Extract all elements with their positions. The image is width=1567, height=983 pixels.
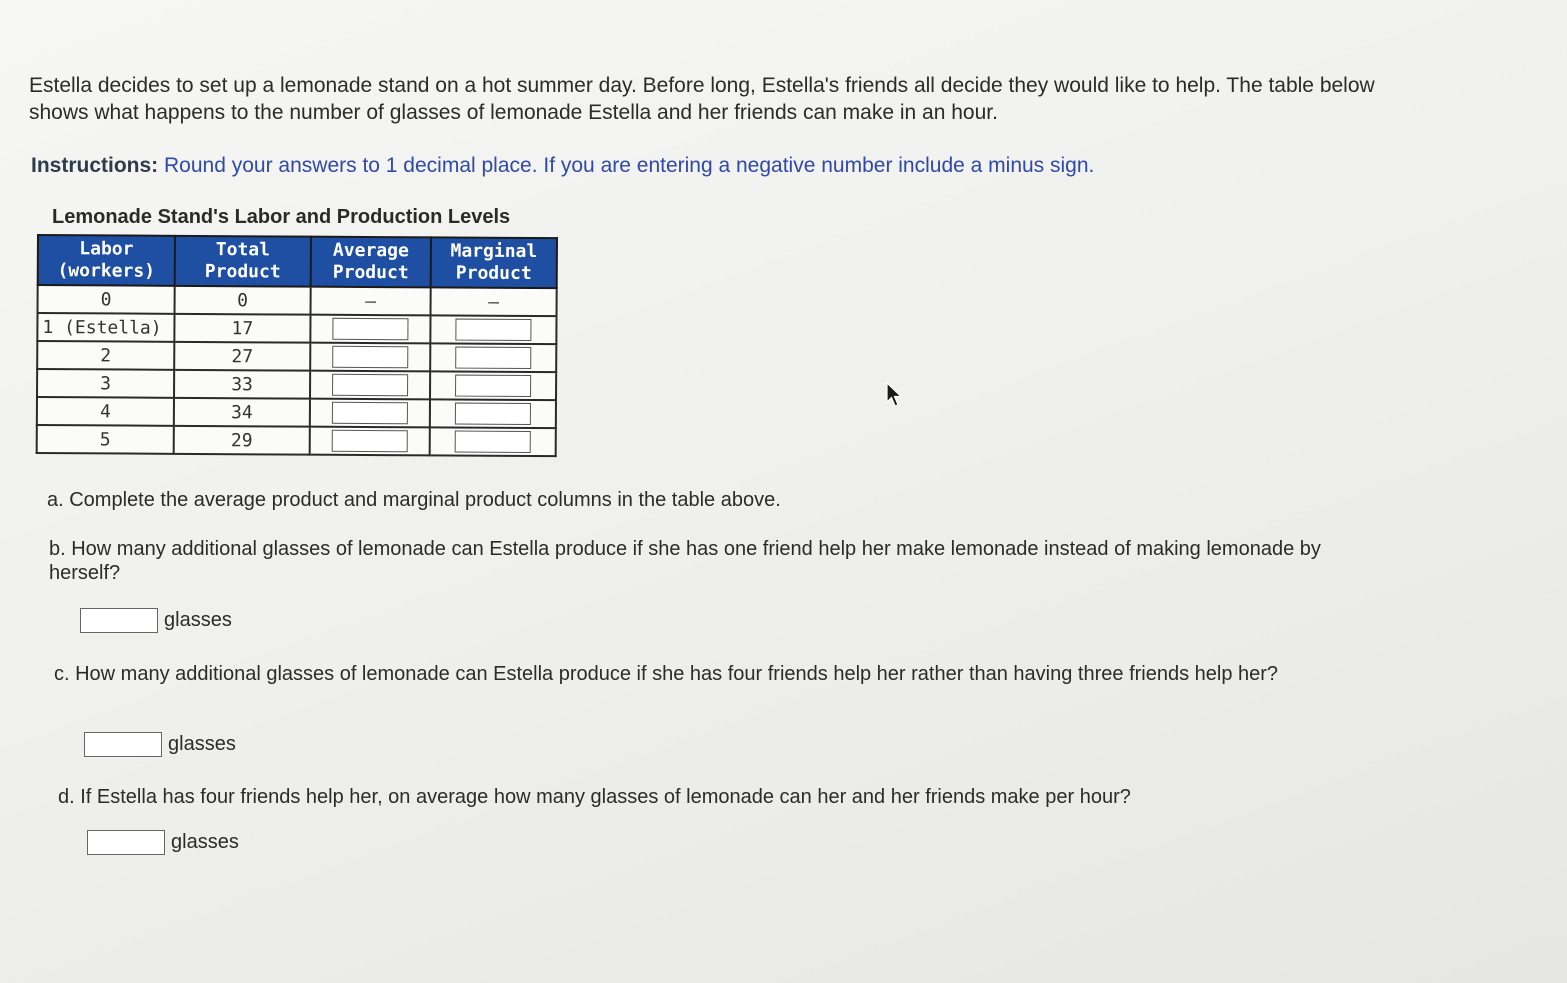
header-average-line2: Product bbox=[332, 261, 409, 284]
labor-cell: 3 bbox=[37, 369, 174, 398]
average-product-input[interactable] bbox=[332, 346, 408, 368]
answer-c-unit: glasses bbox=[168, 733, 236, 755]
intro-paragraph: Estella decides to set up a lemonade stand on a hot summer day. Before long, Estella's friends all decide they would like to help. The table below shows what happens to the number of glasses of lemonade Estella and her friends can make in an hour. bbox=[29, 74, 1375, 124]
table-row bbox=[37, 369, 556, 400]
header-labor-line1: Labor bbox=[79, 238, 134, 260]
header-average-product bbox=[311, 237, 431, 288]
table-row bbox=[37, 313, 556, 344]
labor-cell: 4 bbox=[37, 397, 174, 426]
table-row bbox=[37, 425, 556, 456]
table-title: Lemonade Stand's Labor and Production Levels bbox=[52, 206, 511, 228]
labor-cell: 5 bbox=[37, 425, 174, 454]
answer-c-row bbox=[84, 732, 236, 757]
marginal-product-input[interactable] bbox=[455, 403, 531, 425]
average-product-input[interactable] bbox=[332, 318, 408, 340]
header-labor-line2: (workers) bbox=[57, 260, 156, 282]
labor-cell: 2 bbox=[37, 341, 174, 370]
total-product-cell: 0 bbox=[175, 286, 311, 315]
marginal-product-input[interactable] bbox=[455, 375, 531, 397]
total-product-cell: 27 bbox=[174, 342, 310, 371]
answer-d-unit: glasses bbox=[171, 831, 239, 853]
mouse-pointer-icon bbox=[885, 382, 903, 408]
instructions bbox=[31, 152, 1094, 179]
production-table bbox=[36, 234, 558, 457]
table-header-row bbox=[38, 235, 557, 288]
average-product-cell bbox=[310, 371, 430, 400]
table-row bbox=[37, 341, 556, 372]
total-product-cell: 29 bbox=[174, 426, 310, 455]
marginal-product-input[interactable] bbox=[455, 319, 531, 341]
instructions-text: Round your answers to 1 decimal place. If you are entering a negative number include a minus sign. bbox=[164, 154, 1095, 177]
table-row bbox=[38, 285, 557, 316]
average-product-input[interactable] bbox=[332, 402, 408, 424]
answer-b-unit: glasses bbox=[164, 609, 232, 631]
answer-d-input[interactable] bbox=[87, 830, 165, 855]
total-product-cell: 33 bbox=[174, 370, 310, 399]
answer-b-row bbox=[80, 608, 232, 633]
average-product-cell bbox=[310, 399, 430, 428]
instructions-label: Instructions: bbox=[31, 154, 159, 177]
header-average-line1: Average bbox=[332, 239, 409, 262]
marginal-product-cell: – bbox=[431, 287, 557, 316]
header-marginal-product bbox=[431, 237, 557, 288]
header-total-product bbox=[175, 236, 311, 287]
labor-cell: 1 (Estella) bbox=[37, 313, 174, 342]
header-labor bbox=[38, 235, 175, 286]
header-marginal-line2: Product bbox=[455, 262, 532, 285]
total-product-cell: 17 bbox=[174, 314, 310, 343]
total-product-cell: 34 bbox=[174, 398, 310, 427]
question-d: d. If Estella has four friends help her, on average how many glasses of lemonade can her and her friends make per hour? bbox=[58, 786, 1131, 808]
average-product-cell: – bbox=[311, 287, 431, 316]
average-product-cell bbox=[310, 427, 430, 456]
marginal-product-cell bbox=[430, 399, 556, 428]
marginal-product-cell bbox=[430, 315, 556, 344]
average-product-cell bbox=[310, 343, 430, 372]
labor-cell: 0 bbox=[38, 285, 175, 314]
header-marginal-line1: Marginal bbox=[450, 240, 538, 263]
answer-c-input[interactable] bbox=[84, 732, 162, 757]
average-product-input[interactable] bbox=[332, 374, 408, 396]
marginal-product-input[interactable] bbox=[455, 347, 531, 369]
table-row bbox=[37, 397, 556, 428]
header-total-line2: Product bbox=[204, 261, 281, 283]
marginal-product-cell bbox=[430, 343, 556, 372]
question-a: a. Complete the average product and marginal product columns in the table above. bbox=[47, 489, 781, 511]
answer-d-row bbox=[87, 830, 239, 855]
question-c: c. How many additional glasses of lemonade can Estella produce if she has four friends help her rather than having three friends help her? bbox=[54, 663, 1279, 685]
header-total-line1: Total bbox=[215, 239, 271, 261]
marginal-product-input[interactable] bbox=[455, 431, 531, 453]
marginal-product-cell bbox=[430, 371, 556, 400]
average-product-input[interactable] bbox=[332, 430, 408, 452]
question-b: b. How many additional glasses of lemonade can Estella produce if she has one friend help her make lemonade instead of making lemonade by herself? bbox=[49, 538, 1321, 584]
answer-b-input[interactable] bbox=[80, 608, 158, 633]
marginal-product-cell bbox=[430, 427, 556, 456]
average-product-cell bbox=[310, 315, 430, 344]
